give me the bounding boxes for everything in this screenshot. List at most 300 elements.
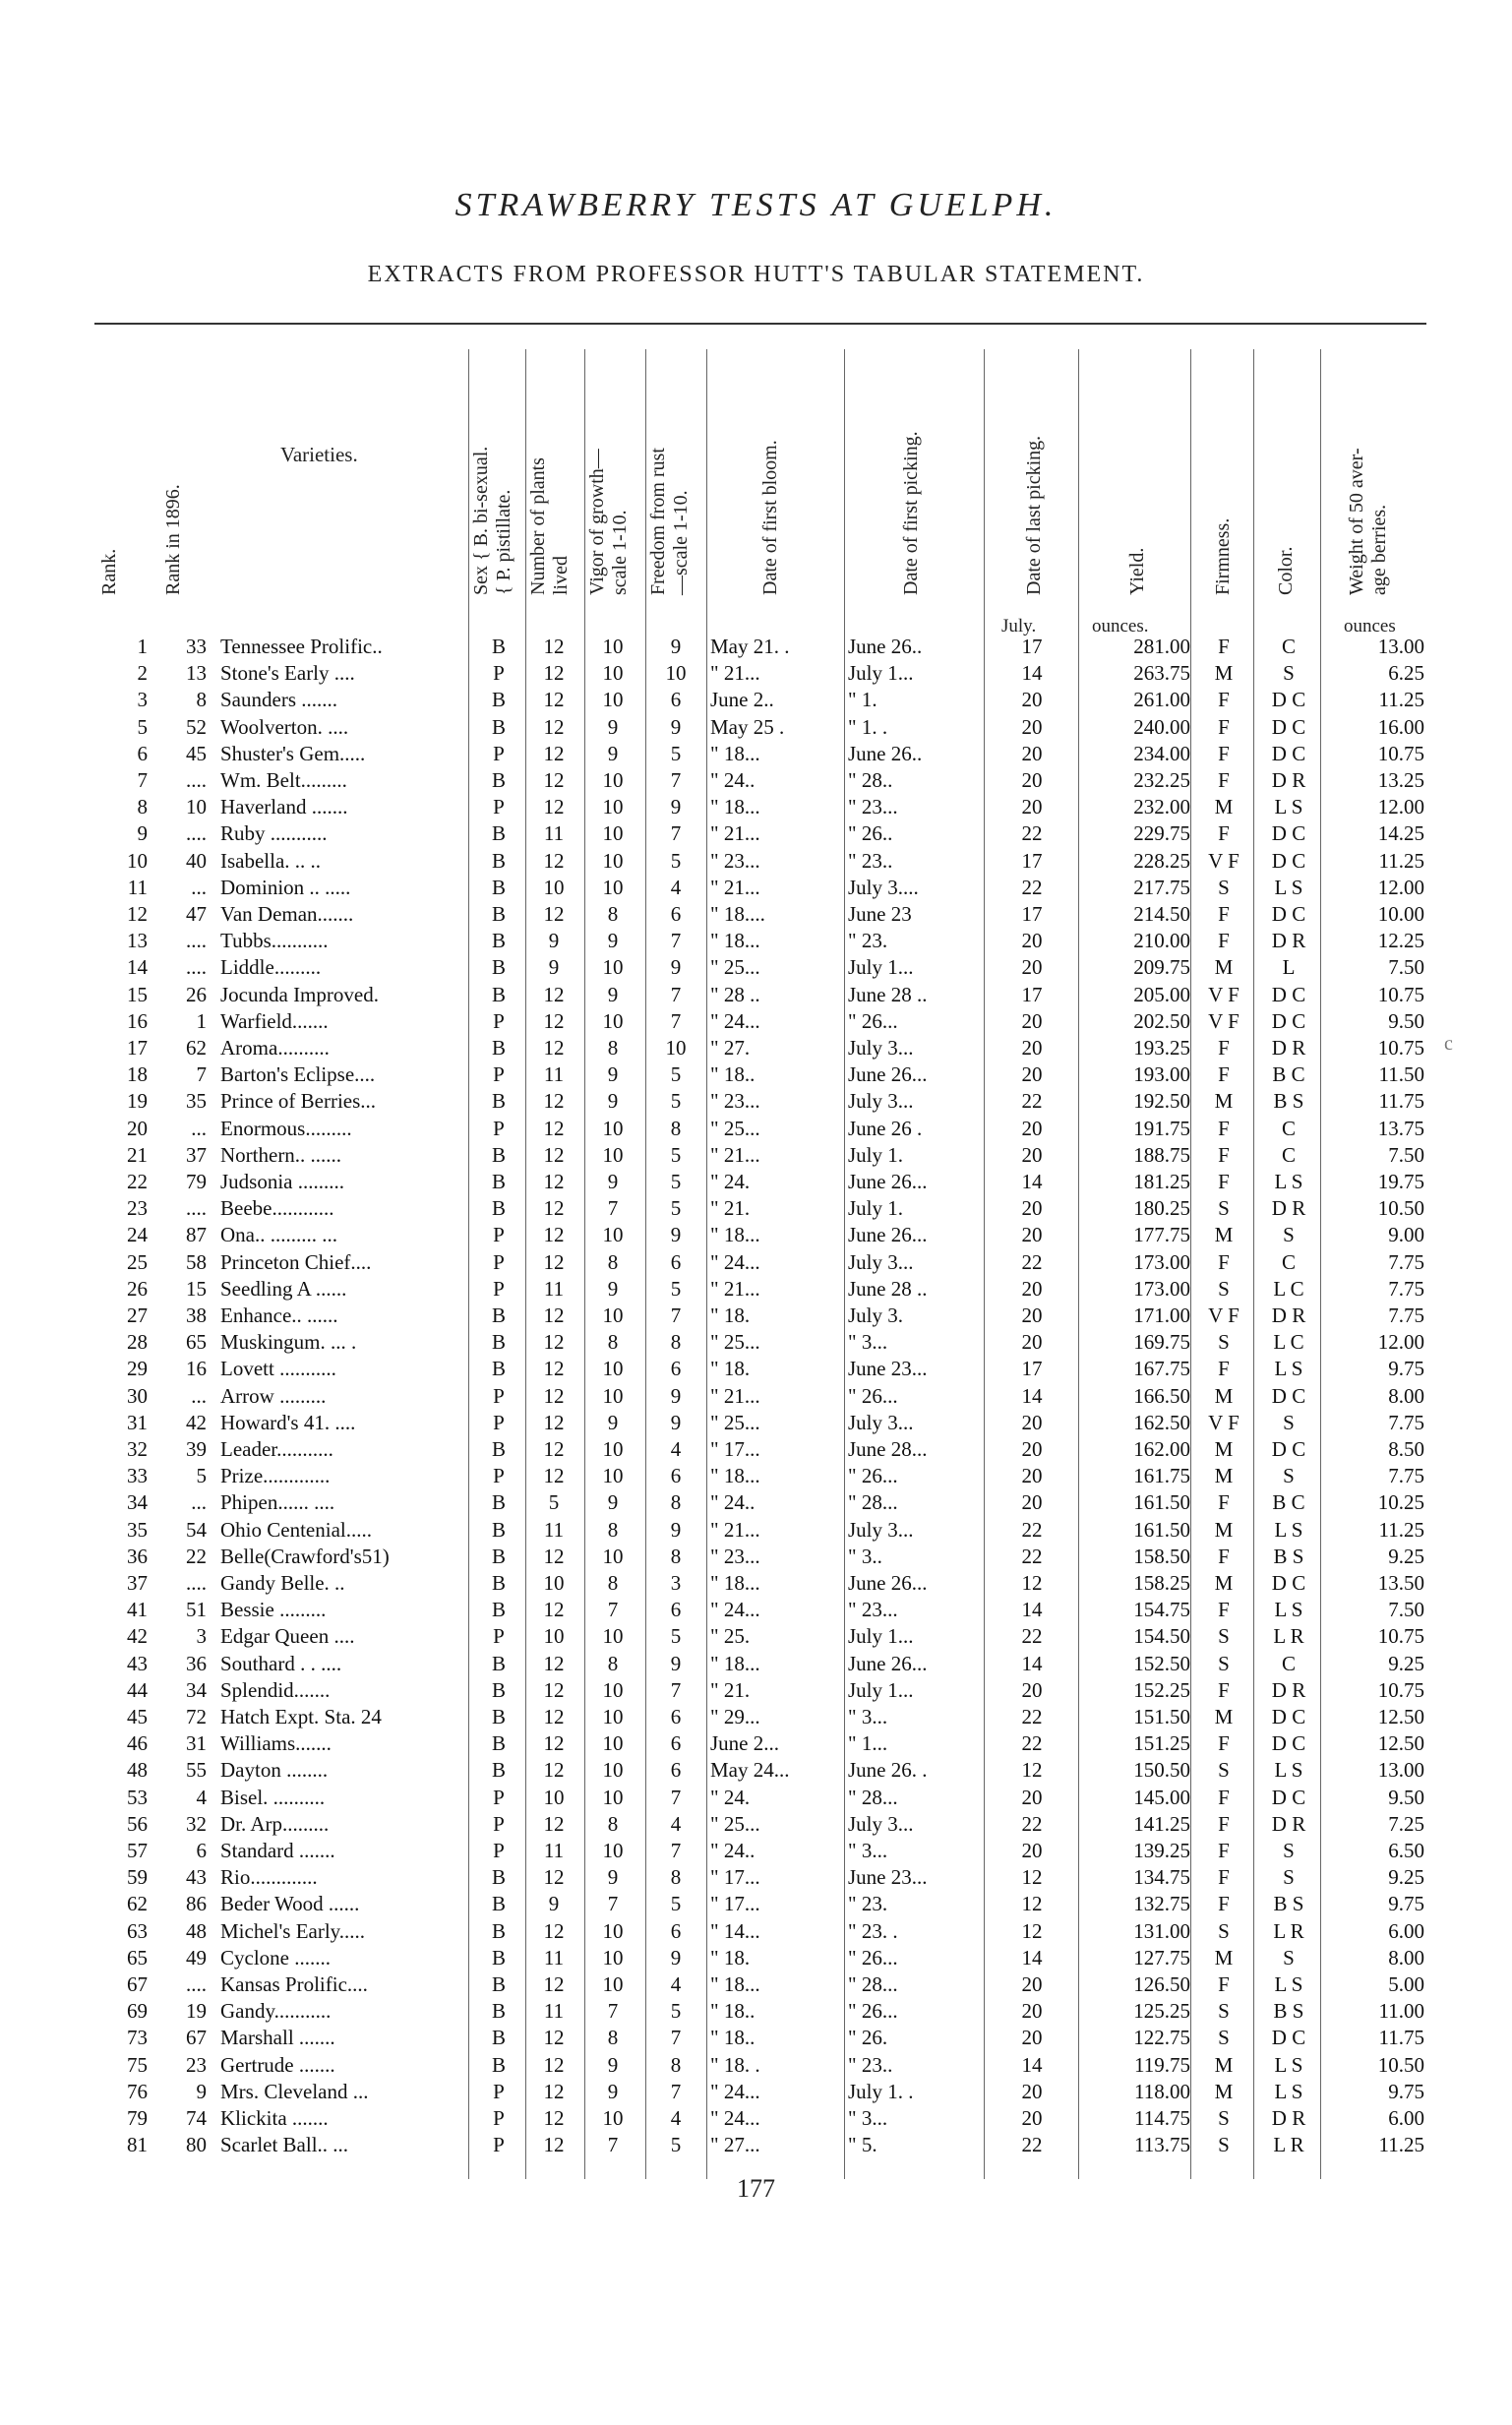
firmness-cell: M — [1214, 1089, 1234, 1114]
sex-cell: B — [491, 1651, 506, 1675]
variety-cell: Williams....... — [220, 1731, 332, 1756]
first-picking-cell: July 3... — [848, 1811, 914, 1836]
table-row — [0, 1704, 1512, 1730]
rank-cell: 9 — [137, 821, 148, 846]
vigor-cell: 10 — [602, 688, 624, 712]
table-row — [0, 1651, 1512, 1677]
plants-cell: 11 — [543, 821, 565, 846]
rust-cell: 4 — [670, 1437, 682, 1461]
variety-cell: Ona.. ......... ... — [220, 1223, 337, 1247]
weight-cell: 19.75 — [1377, 1170, 1424, 1193]
header-last-picking: Date of last picking. — [1023, 435, 1045, 595]
yield-cell: 127.75 — [1133, 1945, 1190, 1970]
vigor-cell: 9 — [607, 1410, 619, 1434]
vigor-cell: 10 — [602, 768, 624, 792]
rust-cell: 6 — [670, 1705, 682, 1728]
sex-cell: B — [491, 955, 506, 980]
color-cell: D C — [1271, 1785, 1306, 1809]
rust-cell: 6 — [670, 1249, 682, 1274]
variety-cell: Muskingum. ... . — [220, 1330, 357, 1355]
first-bloom-cell: May 25 . — [710, 714, 785, 739]
vigor-cell: 9 — [607, 982, 619, 1006]
table-row — [0, 1864, 1512, 1891]
rust-cell: 9 — [670, 714, 682, 739]
weight-cell: 10.00 — [1377, 902, 1424, 926]
plants-cell: 11 — [543, 1945, 565, 1970]
page-subtitle: EXTRACTS FROM PROFESSOR HUTT'S TABULAR STATEMENT. — [367, 262, 1145, 287]
vigor-cell: 10 — [602, 1624, 624, 1649]
first-picking-cell: June 26.. — [848, 635, 923, 658]
yield-cell: 281.00 — [1133, 635, 1190, 658]
sex-cell: B — [491, 1517, 506, 1542]
color-cell: D R — [1271, 2106, 1306, 2130]
color-cell: D R — [1271, 768, 1306, 792]
header-sex: Sex { B. bi-sexual. { P. pistillate. — [470, 446, 514, 595]
sex-cell: B — [491, 1972, 506, 1996]
rank-cell: 1 — [137, 635, 148, 658]
variety-cell: Lovett ........... — [220, 1357, 336, 1381]
last-picking-cell: 22 — [1021, 1089, 1043, 1114]
header-rank: Rank. — [98, 548, 120, 595]
color-cell: C — [1281, 1249, 1296, 1274]
color-cell: D R — [1271, 1677, 1306, 1702]
vigor-cell: 10 — [602, 2106, 624, 2130]
rust-cell: 6 — [670, 1598, 682, 1622]
first-bloom-cell: " 21... — [710, 661, 760, 686]
first-bloom-cell: " 18.. — [710, 1999, 756, 2024]
firmness-cell: V F — [1208, 1303, 1240, 1327]
rust-cell: 6 — [670, 688, 682, 712]
yield-cell: 134.75 — [1133, 1865, 1190, 1890]
plants-cell: 12 — [543, 1677, 565, 1702]
rust-cell: 4 — [670, 2106, 682, 2130]
rust-cell: 9 — [670, 1383, 682, 1408]
yield-cell: 192.50 — [1133, 1089, 1190, 1114]
yield-cell: 125.25 — [1133, 1999, 1190, 2024]
color-cell: D C — [1271, 741, 1306, 765]
sex-cell: P — [493, 2133, 505, 2157]
rank-cell: 12 — [127, 902, 148, 926]
sex-cell: P — [493, 1624, 505, 1649]
plants-cell: 12 — [543, 635, 565, 658]
rank-cell: 42 — [127, 1624, 148, 1649]
yield-cell: 114.75 — [1134, 2106, 1190, 2130]
color-cell: L R — [1273, 2133, 1304, 2157]
table-row — [0, 634, 1512, 660]
last-picking-cell: 22 — [1021, 1544, 1043, 1568]
last-picking-cell: 20 — [1021, 1464, 1043, 1488]
rank-cell: 81 — [127, 2133, 148, 2157]
color-cell: D R — [1271, 1303, 1306, 1327]
table-row — [0, 1410, 1512, 1436]
first-picking-cell: " 28... — [848, 1490, 898, 1515]
last-picking-cell: 14 — [1021, 1383, 1043, 1408]
table-row — [0, 1570, 1512, 1597]
plants-cell: 12 — [543, 902, 565, 926]
rank-cell: 29 — [127, 1357, 148, 1381]
variety-cell: Stone's Early .... — [220, 661, 355, 686]
firmness-cell: M — [1214, 1464, 1234, 1488]
variety-cell: Marshall ....... — [220, 2026, 335, 2050]
first-bloom-cell: " 28 .. — [710, 982, 760, 1006]
firmness-cell: S — [1218, 1999, 1230, 2024]
table-row — [0, 1088, 1512, 1115]
sex-cell: B — [491, 1598, 506, 1622]
first-bloom-cell: " 18. . — [710, 2052, 760, 2077]
table-row — [0, 1785, 1512, 1811]
rank-cell: 3 — [137, 688, 148, 712]
firmness-cell: F — [1218, 1062, 1230, 1087]
rank-1896-cell: 40 — [186, 848, 207, 873]
variety-cell: Jocunda Improved. — [220, 982, 379, 1006]
page-number: 177 — [737, 2174, 775, 2203]
rank-cell: 73 — [127, 2026, 148, 2050]
sex-cell: P — [493, 1410, 505, 1434]
vigor-cell: 8 — [607, 1517, 619, 1542]
vigor-cell: 10 — [602, 1303, 624, 1327]
header-rank-1896: Rank in 1896. — [162, 484, 184, 595]
rank-1896-cell: 55 — [186, 1758, 207, 1783]
plants-cell: 12 — [543, 848, 565, 873]
table-row — [0, 1035, 1512, 1061]
table-row — [0, 2132, 1512, 2158]
first-bloom-cell: " 21. — [710, 1196, 751, 1221]
rank-cell: 33 — [127, 1464, 148, 1488]
plants-cell: 10 — [543, 1785, 565, 1809]
first-picking-cell: " 23. — [848, 1892, 888, 1916]
color-cell: D C — [1271, 1383, 1306, 1408]
first-bloom-cell: " 21... — [710, 1383, 760, 1408]
color-cell: C — [1281, 635, 1296, 658]
rank-cell: 76 — [127, 2079, 148, 2103]
color-cell: S — [1283, 1839, 1295, 1862]
yield-cell: 173.00 — [1133, 1276, 1190, 1301]
first-bloom-cell: " 24. — [710, 1170, 751, 1193]
rank-cell: 44 — [127, 1677, 148, 1702]
rust-cell: 5 — [670, 1062, 682, 1087]
weight-cell: 14.25 — [1377, 821, 1424, 846]
rank-1896-cell: 32 — [186, 1811, 207, 1836]
variety-cell: Van Deman....... — [220, 902, 354, 926]
rust-cell: 9 — [670, 1651, 682, 1675]
plants-cell: 12 — [543, 1758, 565, 1783]
table-row — [0, 1757, 1512, 1784]
plants-cell: 12 — [543, 1437, 565, 1461]
variety-cell: Seedling A ...... — [220, 1276, 347, 1301]
first-bloom-cell: " 18... — [710, 929, 760, 953]
firmness-cell: S — [1218, 1330, 1230, 1355]
first-bloom-cell: " 18.. — [710, 1062, 756, 1087]
color-cell: D C — [1271, 1008, 1306, 1033]
sex-cell: B — [491, 1677, 506, 1702]
last-picking-cell: 20 — [1021, 741, 1043, 765]
firmness-cell: F — [1218, 1731, 1230, 1756]
last-picking-cell: 20 — [1021, 1223, 1043, 1247]
weight-cell: 13.00 — [1377, 1758, 1424, 1783]
color-cell: L S — [1274, 1170, 1303, 1193]
last-picking-cell: 20 — [1021, 1142, 1043, 1167]
table-row — [0, 1276, 1512, 1303]
firmness-cell: F — [1218, 1249, 1230, 1274]
last-picking-cell: 17 — [1021, 1357, 1043, 1381]
color-cell: D R — [1271, 1811, 1306, 1836]
yield-cell: 240.00 — [1133, 714, 1190, 739]
plants-cell: 12 — [543, 1811, 565, 1836]
variety-cell: Shuster's Gem..... — [220, 741, 366, 765]
table-row — [0, 1116, 1512, 1142]
variety-cell: Beebe............ — [220, 1196, 334, 1221]
variety-cell: Bessie ......... — [220, 1598, 327, 1622]
weight-cell: 7.50 — [1388, 955, 1424, 980]
header-plants: Number of plants lived — [527, 457, 572, 595]
table-row — [0, 1303, 1512, 1329]
rank-1896-cell: 7 — [196, 1062, 207, 1087]
rank-1896-cell: 80 — [186, 2133, 207, 2157]
sex-cell: P — [493, 2106, 505, 2130]
yield-cell: 202.50 — [1133, 1008, 1190, 1033]
first-bloom-cell: " 14... — [710, 1918, 760, 1943]
variety-cell: Barton's Eclipse.... — [220, 1062, 376, 1087]
rust-cell: 4 — [670, 1972, 682, 1996]
first-bloom-cell: " 18... — [710, 1571, 760, 1595]
last-picking-cell: 12 — [1021, 1892, 1043, 1916]
vigor-cell: 9 — [607, 2079, 619, 2103]
last-picking-cell: 12 — [1021, 1865, 1043, 1890]
table-row — [0, 1945, 1512, 1971]
color-cell: D C — [1271, 1731, 1306, 1756]
plants-cell: 12 — [543, 1865, 565, 1890]
color-cell: S — [1283, 1464, 1295, 1488]
plants-cell: 12 — [543, 1544, 565, 1568]
rank-1896-cell: 67 — [186, 2026, 207, 2050]
first-picking-cell: July 3.... — [848, 875, 919, 899]
firmness-cell: S — [1218, 1196, 1230, 1221]
sex-cell: P — [493, 1062, 505, 1087]
rank-1896-cell: 87 — [186, 1223, 207, 1247]
header-vigor: Vigor of growth— scale 1-10. — [586, 449, 631, 595]
last-picking-cell: 14 — [1021, 1651, 1043, 1675]
rank-cell: 5 — [137, 714, 148, 739]
rank-cell: 75 — [127, 2052, 148, 2077]
sex-cell: B — [491, 1705, 506, 1728]
first-bloom-cell: " 21. — [710, 1677, 751, 1702]
sex-cell: B — [491, 1036, 506, 1060]
firmness-cell: F — [1218, 1598, 1230, 1622]
color-cell: S — [1283, 1865, 1295, 1890]
rust-cell: 7 — [670, 1008, 682, 1033]
vigor-cell: 8 — [607, 1330, 619, 1355]
firmness-cell: F — [1218, 1544, 1230, 1568]
top-rule — [94, 323, 1426, 325]
unit-yield: ounces. — [1092, 616, 1149, 637]
first-picking-cell: June 23... — [848, 1357, 928, 1381]
weight-cell: 8.50 — [1388, 1437, 1424, 1461]
first-bloom-cell: " 23... — [710, 848, 760, 873]
color-cell: B S — [1273, 1089, 1304, 1114]
rank-cell: 19 — [127, 1089, 148, 1114]
sex-cell: B — [491, 1865, 506, 1890]
color-cell: L S — [1274, 1598, 1303, 1622]
sex-cell: B — [491, 875, 506, 899]
rank-1896-cell: 47 — [186, 902, 207, 926]
weight-cell: 7.50 — [1388, 1598, 1424, 1622]
table-row — [0, 1891, 1512, 1917]
yield-cell: 180.25 — [1133, 1196, 1190, 1221]
yield-cell: 210.00 — [1133, 929, 1190, 953]
color-cell: L S — [1274, 1357, 1303, 1381]
variety-cell: Klickita ....... — [220, 2106, 329, 2130]
table-row — [0, 1677, 1512, 1704]
first-picking-cell: " 26... — [848, 1464, 898, 1488]
weight-cell: 13.25 — [1377, 768, 1424, 792]
first-picking-cell: July 1... — [848, 1624, 914, 1649]
vigor-cell: 10 — [602, 1142, 624, 1167]
yield-cell: 228.25 — [1133, 848, 1190, 873]
sex-cell: B — [491, 1142, 506, 1167]
last-picking-cell: 20 — [1021, 1839, 1043, 1862]
vigor-cell: 7 — [607, 2133, 619, 2157]
last-picking-cell: 20 — [1021, 929, 1043, 953]
plants-cell: 11 — [543, 1839, 565, 1862]
vigor-cell: 10 — [602, 661, 624, 686]
vigor-cell: 10 — [602, 848, 624, 873]
rank-cell: 67 — [127, 1972, 148, 1996]
variety-cell: Saunders ....... — [220, 688, 337, 712]
first-bloom-cell: " 18.. — [710, 2026, 756, 2050]
vigor-cell: 10 — [602, 1839, 624, 1862]
color-cell: B S — [1273, 1999, 1304, 2024]
yield-cell: 154.50 — [1133, 1624, 1190, 1649]
firmness-cell: S — [1218, 1624, 1230, 1649]
unit-weight: ounces — [1344, 616, 1396, 637]
table-row — [0, 1597, 1512, 1623]
color-cell: B S — [1273, 1544, 1304, 1568]
color-cell: S — [1283, 661, 1295, 686]
first-picking-cell: June 26... — [848, 1651, 928, 1675]
weight-cell: 11.75 — [1378, 2026, 1424, 2050]
table-row — [0, 1195, 1512, 1222]
rust-cell: 9 — [670, 635, 682, 658]
table-row — [0, 1998, 1512, 2025]
rank-cell: 34 — [127, 1490, 148, 1515]
rust-cell: 5 — [670, 1170, 682, 1193]
first-picking-cell: July 3... — [848, 1410, 914, 1434]
firmness-cell: F — [1218, 714, 1230, 739]
rust-cell: 3 — [670, 1571, 682, 1595]
weight-cell: 11.25 — [1378, 2133, 1424, 2157]
plants-cell: 12 — [543, 1249, 565, 1274]
last-picking-cell: 20 — [1021, 1303, 1043, 1327]
rust-cell: 5 — [670, 741, 682, 765]
rust-cell: 9 — [670, 1945, 682, 1970]
table-row — [0, 660, 1512, 687]
rank-1896-cell: 31 — [186, 1731, 207, 1756]
vigor-cell: 7 — [607, 1196, 619, 1221]
last-picking-cell: 20 — [1021, 2079, 1043, 2103]
rust-cell: 9 — [670, 1410, 682, 1434]
rank-cell: 43 — [127, 1651, 148, 1675]
yield-cell: 150.50 — [1133, 1758, 1190, 1783]
first-picking-cell: " 26... — [848, 1999, 898, 2024]
firmness-cell: F — [1218, 688, 1230, 712]
yield-cell: 161.50 — [1133, 1490, 1190, 1515]
plants-cell: 11 — [543, 1276, 565, 1301]
sex-cell: B — [491, 1437, 506, 1461]
weight-cell: 16.00 — [1377, 714, 1424, 739]
plants-cell: 10 — [543, 1571, 565, 1595]
yield-cell: 132.75 — [1133, 1892, 1190, 1916]
vigor-cell: 7 — [607, 1892, 619, 1916]
rust-cell: 6 — [670, 1758, 682, 1783]
yield-cell: 193.25 — [1133, 1036, 1190, 1060]
weight-cell: 9.50 — [1388, 1008, 1424, 1033]
vigor-cell: 9 — [607, 2052, 619, 2077]
first-bloom-cell: " 24... — [710, 1249, 760, 1274]
rank-1896-cell: .... — [186, 1571, 207, 1595]
vigor-cell: 10 — [602, 1945, 624, 1970]
header-yield: Yield. — [1126, 547, 1148, 595]
weight-cell: 7.50 — [1388, 1142, 1424, 1167]
sex-cell: P — [493, 795, 505, 819]
yield-cell: 209.75 — [1133, 955, 1190, 980]
first-picking-cell: " 23.. — [848, 848, 893, 873]
rank-1896-cell: 23 — [186, 2052, 207, 2077]
firmness-cell: M — [1214, 1571, 1234, 1595]
first-bloom-cell: " 18... — [710, 795, 760, 819]
color-cell: L R — [1273, 1918, 1304, 1943]
color-cell: L S — [1274, 875, 1303, 899]
first-picking-cell: " 23... — [848, 1598, 898, 1622]
variety-cell: Kansas Prolific.... — [220, 1972, 368, 1996]
variety-cell: Tubbs........... — [220, 929, 329, 953]
rust-cell: 8 — [670, 1330, 682, 1355]
firmness-cell: S — [1218, 2106, 1230, 2130]
vigor-cell: 10 — [602, 875, 624, 899]
color-cell: D C — [1271, 1571, 1306, 1595]
rust-cell: 8 — [670, 1544, 682, 1568]
table-row — [0, 1329, 1512, 1356]
last-picking-cell: 20 — [1021, 955, 1043, 980]
header-first-bloom: Date of first bloom. — [759, 440, 781, 595]
color-cell: L R — [1273, 1624, 1304, 1649]
yield-cell: 141.25 — [1133, 1811, 1190, 1836]
rank-1896-cell: .... — [186, 768, 207, 792]
vigor-cell: 7 — [607, 1598, 619, 1622]
rank-cell: 57 — [127, 1839, 148, 1862]
color-cell: D R — [1271, 1036, 1306, 1060]
vigor-cell: 10 — [602, 821, 624, 846]
firmness-cell: F — [1218, 1677, 1230, 1702]
first-picking-cell: " 23.. — [848, 2052, 893, 2077]
first-bloom-cell: " 25... — [710, 1410, 760, 1434]
firmness-cell: F — [1218, 1142, 1230, 1167]
last-picking-cell: 20 — [1021, 1785, 1043, 1809]
vigor-cell: 10 — [602, 1116, 624, 1140]
variety-cell: Aroma.......... — [220, 1036, 330, 1060]
rank-1896-cell: 19 — [186, 1999, 207, 2024]
table-row — [0, 1383, 1512, 1410]
last-picking-cell: 22 — [1021, 1731, 1043, 1756]
first-picking-cell: " 3... — [848, 2106, 888, 2130]
last-picking-cell: 17 — [1021, 902, 1043, 926]
first-bloom-cell: " 17... — [710, 1437, 760, 1461]
weight-cell: 10.50 — [1377, 1196, 1424, 1221]
first-picking-cell: " 3... — [848, 1330, 888, 1355]
sex-cell: B — [491, 1892, 506, 1916]
plants-cell: 12 — [543, 1116, 565, 1140]
firmness-cell: F — [1218, 1865, 1230, 1890]
yield-cell: 234.00 — [1133, 741, 1190, 765]
